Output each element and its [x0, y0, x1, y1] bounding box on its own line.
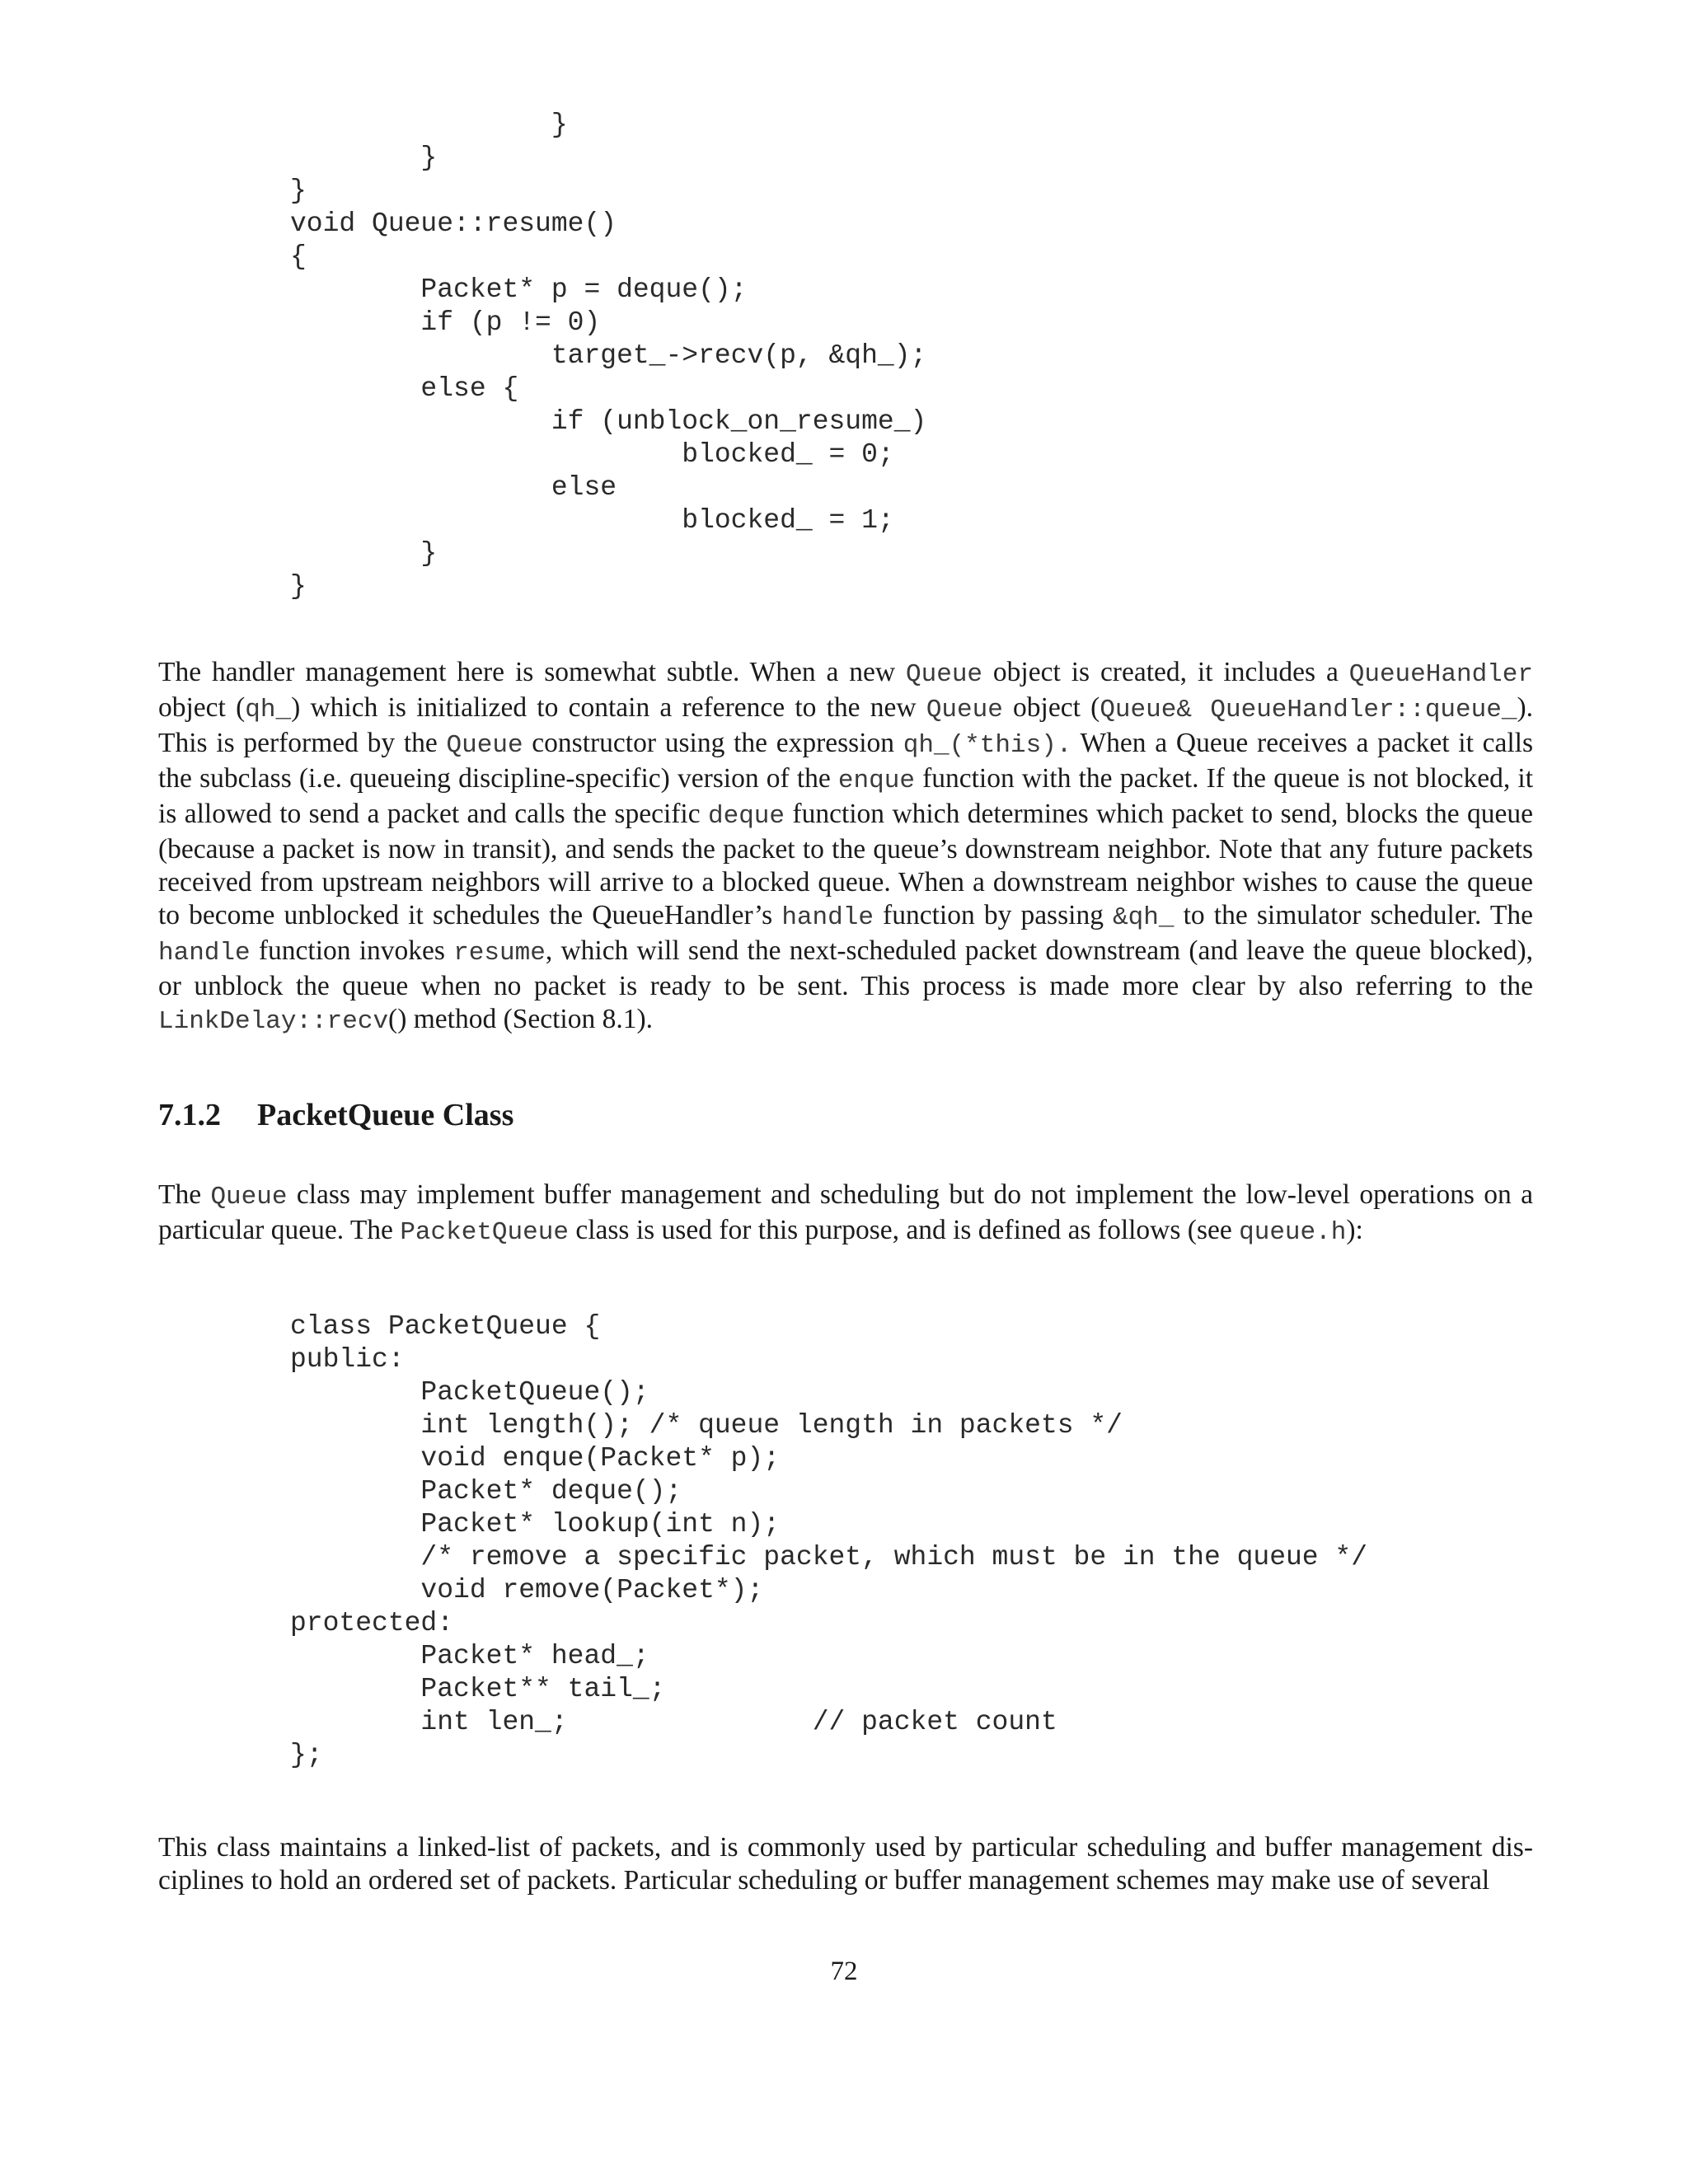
- section-title: PacketQueue Class: [257, 1098, 514, 1132]
- code-block-packetqueue-class: class PacketQueue { public: PacketQueue(); int length(); /* queue length in packets */ void enque(Packet* p); Packet* deque(); Packet* lookup(int n); /* remove a specific packet, which must be in the queue */ void remove(Packet*); protected: Packet* head_; Packet** tail_; int len_; // packet count };: [290, 1311, 1368, 1770]
- paragraph-packetqueue-intro: The Queue class may implement buffer management and scheduling but do not implement the low-level operations on a particular queue. The PacketQueue class is used for this purpose, and is defined as follows (see queue.h):: [158, 1179, 1533, 1247]
- inline-code: resume: [453, 939, 546, 968]
- inline-code: LinkDelay::recv: [158, 1007, 389, 1036]
- section-number: 7.1.2: [158, 1098, 221, 1132]
- code-block-queue-resume: } } } void Queue::resume() { Packet* p = deque(); if (p != 0) target_->recv(p, &qh_); else { if (unblock_on_resume_) blocked_ = 0; else blocked_ = 1; } }: [290, 110, 927, 602]
- inline-code: PacketQueue: [400, 1218, 569, 1247]
- inline-code: qh_(*this).: [903, 731, 1072, 760]
- section-heading: [158, 1096, 513, 1134]
- inline-code: Queue& QueueHandler::queue_: [1100, 696, 1517, 724]
- inline-code: qh_: [245, 696, 292, 724]
- inline-code: handle: [781, 903, 874, 932]
- inline-code: handle: [158, 939, 251, 968]
- paragraph-linked-list: This class maintains a linked-list of packets, and is commonly used by particular scheduling and buffer management disciplines to hold an ordered set of packets. Particular scheduling or buffer management schemes may make use of several: [158, 1832, 1533, 1896]
- inline-code: queue.h: [1239, 1218, 1347, 1247]
- inline-code: Queue: [906, 660, 983, 689]
- inline-code: Queue: [446, 731, 523, 760]
- page-number: 72: [830, 1957, 858, 1986]
- paragraph-handler-management: The handler management here is somewhat subtle. When a new Queue object is created, it includes a QueueHandler object (qh_) which is initialized to contain a reference to the new Queue object (Queue& QueueHandler::queue_). This is performed by the Queue constructor using the expression qh_(*this). When a Queue receives a packet it calls the subclass (i.e. queueing discipline-specific) version of the enque function with the packet. If the queue is not blocked, it is allowed to send a packet and calls the specific deque function which determines which packet to send, blocks the queue (because a packet is now in transit), and sends the packet to the queue’s downstream neighbor. Note that any future packets received from upstream neighbors will arrive to a blocked queue. When a downstream neighbor wishes to cause the queue to become unblocked it schedules the QueueHandler’s handle function by passing &qh_ to the simulator scheduler. The handle function invokes resume, which will send the next-scheduled packet downstream (and leave the queue blocked), or unblock the queue when no packet is ready to be sent. This process is made more clear by also referring to the LinkDelay::recv() method (Section 8.1).: [158, 657, 1534, 1036]
- inline-code: QueueHandler: [1348, 660, 1533, 689]
- inline-code: enque: [837, 766, 915, 795]
- inline-code: Queue: [926, 696, 1003, 724]
- inline-code: Queue: [210, 1183, 288, 1212]
- inline-code: deque: [708, 802, 785, 831]
- inline-code: &qh_: [1113, 903, 1175, 932]
